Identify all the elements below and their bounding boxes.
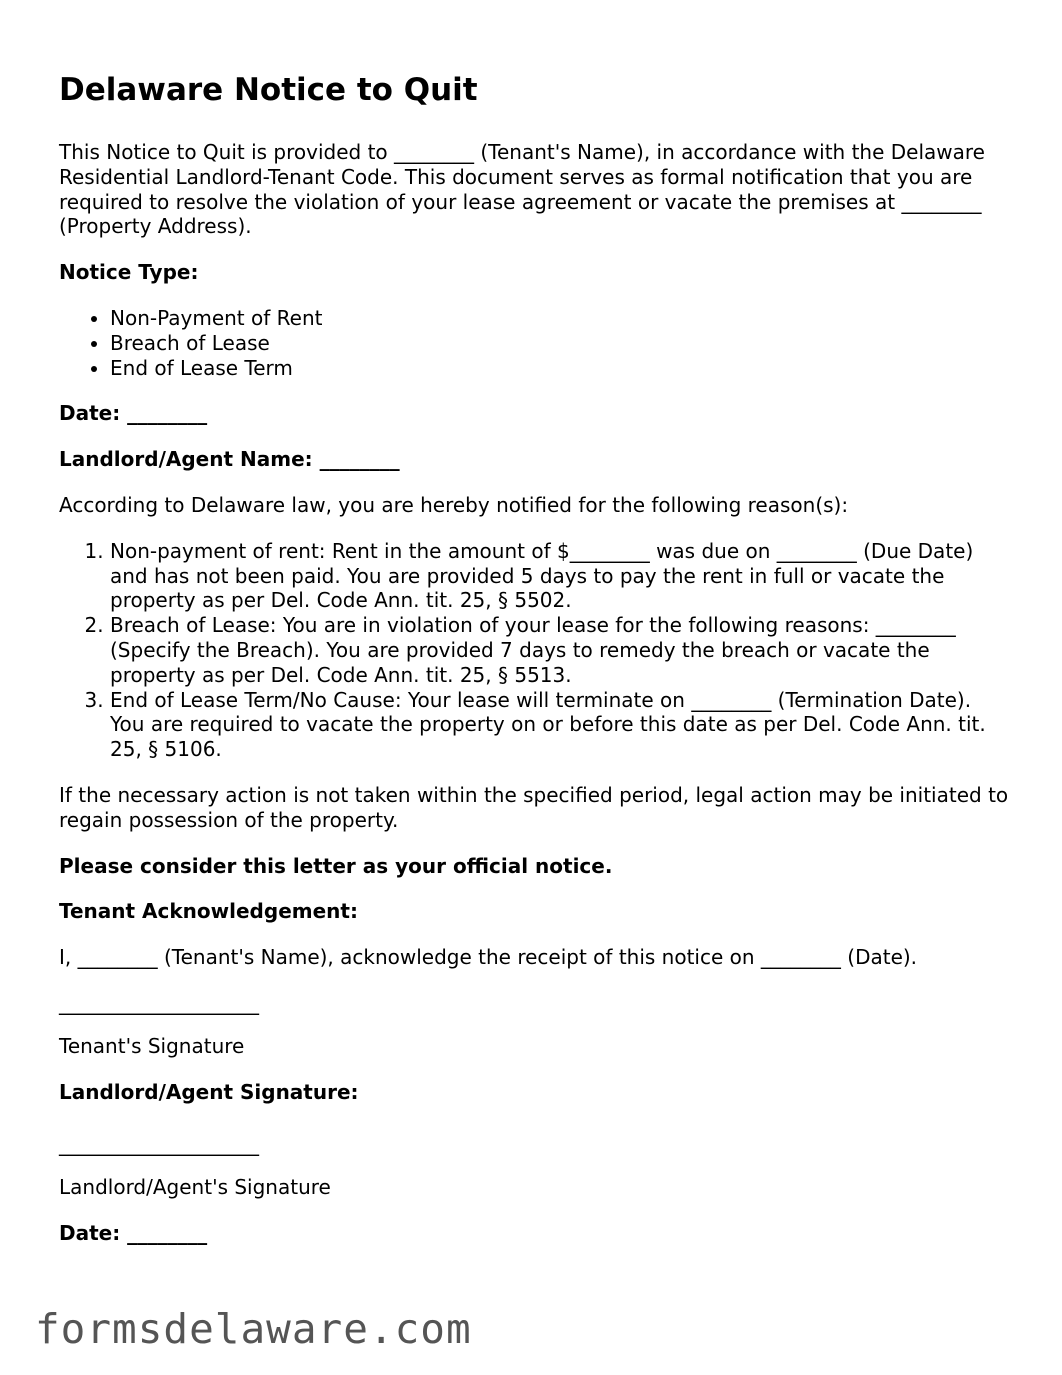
notice-type-item: • Non-Payment of Rent	[110, 306, 1009, 331]
tenant-signature-line: ____________________	[59, 990, 259, 1015]
document-title: Delaware Notice to Quit	[59, 72, 478, 108]
notice-type-item: • End of Lease Term	[110, 356, 1009, 381]
reasons-intro: According to Delaware law, you are hereby notified for the following reason(s):	[59, 492, 849, 517]
reason-item: 1. Non-payment of rent: Rent in the amount of $________ was due on ________ (Due Date) and has not been paid. You are provided 5 days to pay the rent in full or vacate the property as per Del. Code Ann. tit. 25, § 5502.	[110, 539, 1009, 613]
intro-paragraph: This Notice to Quit is provided to ________ (Tenant's Name), in accordance with the Delaware Residential Landlord-Tenant Code. This document serves as formal notification that you are required to resolve the violation of your lease agreement or vacate the premises at ________ (Property Address).	[59, 140, 985, 239]
tenant-ack-heading: Tenant Acknowledgement:	[59, 899, 358, 924]
landlord-signature-line: ____________________	[59, 1132, 259, 1157]
landlord-signature-heading: Landlord/Agent Signature:	[59, 1079, 359, 1104]
notice-type-label: Notice Type:	[59, 260, 199, 285]
date-line: Date: ________	[59, 401, 208, 426]
landlord-name-line: Landlord/Agent Name: ________	[59, 447, 400, 472]
landlord-signature-label: Landlord/Agent's Signature	[59, 1175, 331, 1200]
landlord-date-line: Date: ________	[59, 1220, 208, 1245]
consequence-paragraph: If the necessary action is not taken within the specified period, legal action may be initiated to regain possession of the property.	[59, 782, 1009, 832]
site-watermark: formsdelaware.com	[35, 1305, 472, 1353]
notice-type-item: • Breach of Lease	[110, 331, 1009, 356]
official-notice: Please consider this letter as your official notice.	[59, 853, 613, 878]
reasons-list	[59, 539, 1009, 762]
reason-item: 2. Breach of Lease: You are in violation of your lease for the following reasons: ________ (Specify the Breach). You are provided 7 days to remedy the breach or vacate the property as per Del. Code Ann. tit. 25, § 5513.	[110, 613, 1009, 687]
document	[59, 70, 1009, 1267]
notice-type-list	[59, 306, 1009, 380]
reason-item: 3. End of Lease Term/No Cause: Your lease will terminate on ________ (Termination Date). You are required to vacate the property on or before this date as per Del. Code Ann. tit. 25, § 5106.	[110, 688, 1009, 762]
tenant-signature-label: Tenant's Signature	[59, 1033, 245, 1058]
tenant-ack-statement: I, ________ (Tenant's Name), acknowledge the receipt of this notice on ________ (Date).	[59, 945, 918, 970]
